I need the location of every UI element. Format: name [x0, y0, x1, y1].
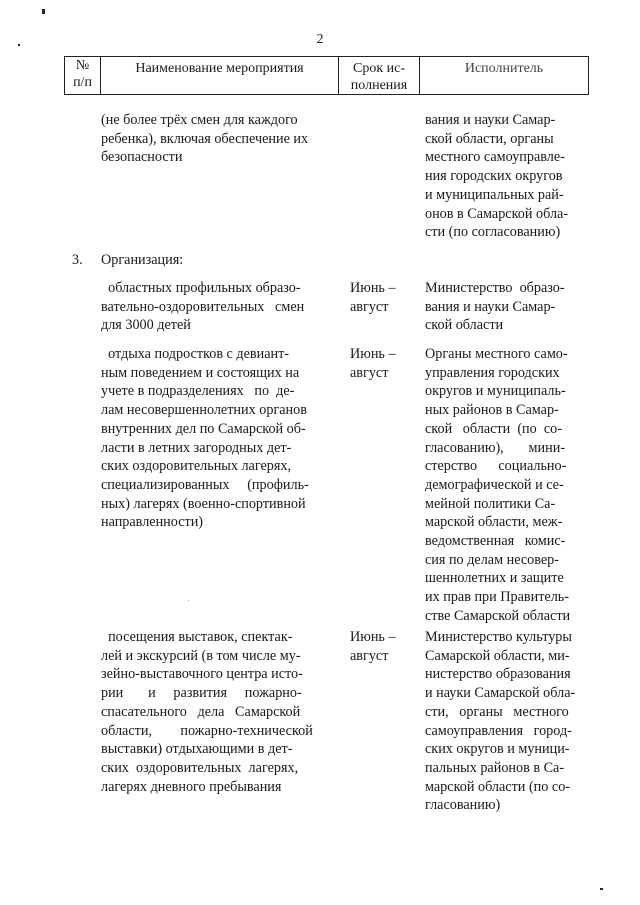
row-3-date: Июнь – август [350, 280, 396, 315]
page-number: 2 [316, 32, 324, 47]
row-4-date: Июнь – август [350, 346, 396, 381]
header-number: № п/п [65, 57, 101, 95]
row-3-name: областных профильных образо- вательно-оздоровительных смен для 3000 детей [101, 280, 305, 334]
row-4-executor: Органы местного само- управления городских округов и муниципаль- ных районов в Самар- ской области (по со- гласованию), мини- стерство социально- демографической и се- мейной политики Са- марской области, меж- ведомственная комис- сия по делам несовер- шеннолетних и защите их прав при Правитель- стве Самарской области [425, 346, 571, 624]
scan-speck [600, 888, 603, 890]
row-3-executor: Министерство образо- вания и науки Самар- ской области [425, 280, 565, 334]
scan-speck [188, 600, 189, 601]
row-1-executor: вания и науки Самар- ской области, органы местного самоуправле- ния городских округов и муниципальных рай- онов в Самарской обла- сти (по согласованию) [425, 112, 569, 241]
row-4-name: отдыха подростков с девиант- ным поведением и состоящих на учете в подразделениях по де- лам несовершеннолетних органов внутренних дел по Самарской об- ласти в летних загородных дет- ских оздоровительных лагерях, специализированных (профиль- ных) лагерях (военно-спортивной направленности) [101, 346, 309, 531]
row-5-date: Июнь – август [350, 629, 396, 664]
row-2-name: Организация: [101, 252, 184, 268]
table-header [64, 56, 589, 95]
row-1-name: (не более трёх смен для каждого ребенка), включая обеспечение их безопасности [101, 112, 309, 166]
row-2-number: 3. [72, 252, 83, 268]
row-5-name: посещения выставок, спектак- лей и экскурсий (в том числе му- зейно-выставочного центра исто- рии и развития пожарно- спасательного дела Самарской области, пожарно-технической выставки) отдыхающими в дет- ских оздоровительных лагерях, лагерях дневного пребывания [101, 629, 313, 795]
row-5-executor: Министерство культуры Самарской области, ми- нистерство образования и науки Самарской обла- сти, органы местного самоуправления город- ских округов и муници- пальных районов в Са- марской области (по со- гласованию) [425, 629, 576, 814]
header-name: Наименование мероприятия [101, 57, 339, 95]
header-executor: Исполнитель [420, 57, 589, 95]
header-row [65, 57, 589, 95]
scan-speck [42, 9, 45, 14]
header-date: Срок ис- полнения [339, 57, 420, 95]
